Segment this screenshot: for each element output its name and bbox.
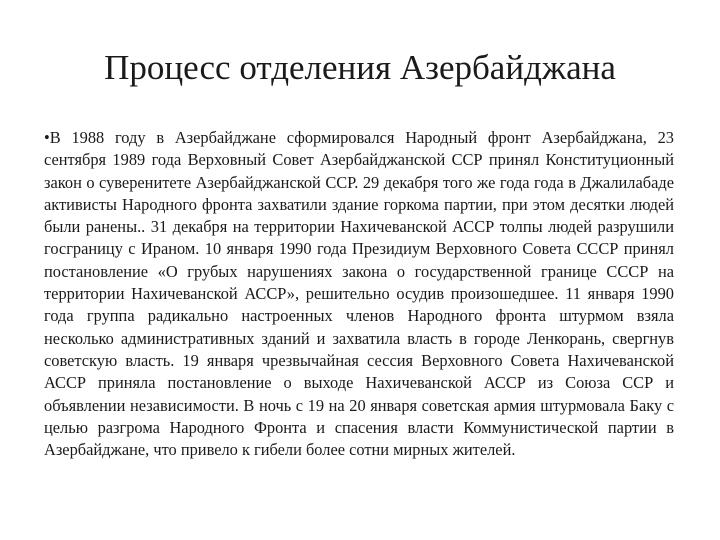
slide-body-text: В 1988 году в Азербайджане сформировался Народный фронт Азербайджана, 23 сентября 1989 года Верховный Совет Азербайджанской ССР принял Конституционный закон о суверенитете Азербайджанской ССР. 29 декабря того же года года в Джалилабаде активисты Народного фронта захватили здание горкома партии, при этом десятки людей были ранены.. 31 декабря на территории Нахичеванской АССР толпы людей разрушили госграницу с Ираном. 10 января 1990 года Президиум Верховного Совета СССР принял постановление «О грубых нарушениях закона о государственной границе СССР на территории Нахичеванской АССР», решительно осудив произошедшее. 11 января 1990 года группа радикально настроенных членов Народного фронта штурмом взяла несколько административных зданий и захватила власть в городе Ленкорань, свергнув советскую власть. 19 января чрезвычайная сессия Верховного Совета Нахичеванской АССР приняла постановление о выходе Нахичеванской АССР из Союза ССР и объявлении независимости. В ночь с 19 на 20 января советская армия штурмовала Баку с целью разгрома Народного Фронта и спасения власти Коммунистической партии в Азербайджане, что привело к гибели более сотни мирных жителей. (44, 128, 674, 460)
bullet-marker: • (44, 128, 50, 147)
slide-title: Процесс отделения Азербайджана (104, 48, 616, 87)
slide-body (44, 127, 674, 461)
